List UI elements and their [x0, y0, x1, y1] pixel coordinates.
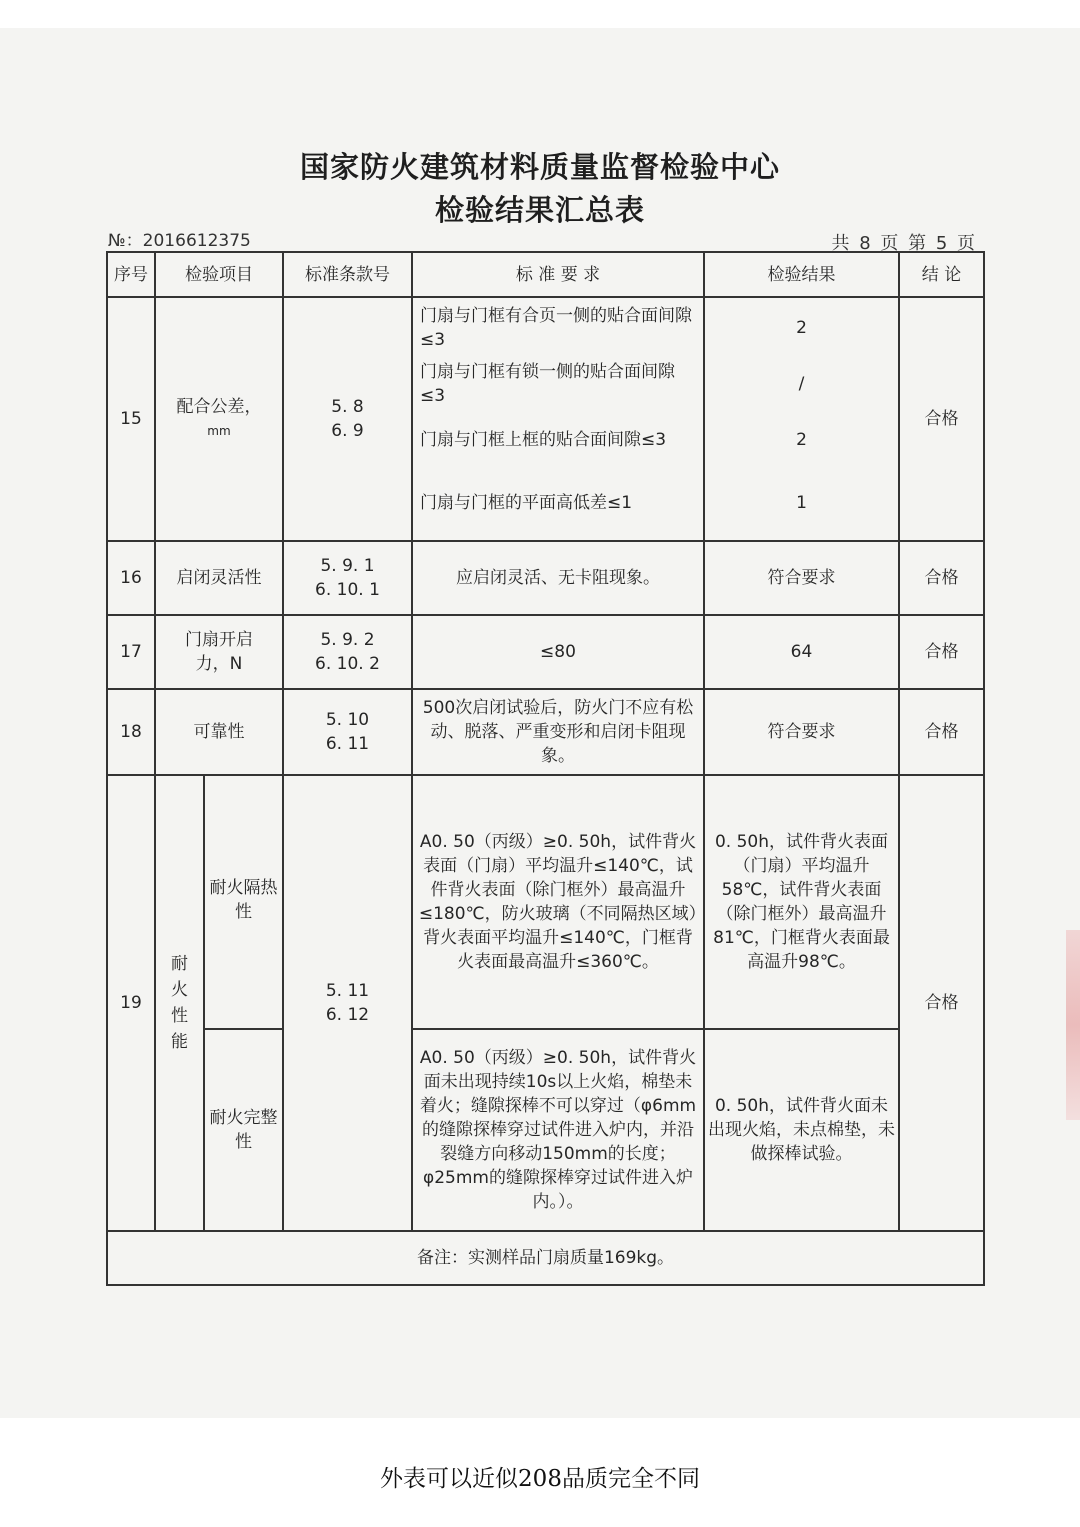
row19-req-integrity: A0. 50（丙级）≥0. 50h，试件背火面未出现持续10s以上火焰，棉垫未着火；缝隙探棒不可以穿过（φ6mm的缝隙探棒穿过试件进入炉内，并沿裂缝方向移动150mm的长度；φ25mm的缝隙探棒穿过试件进入炉内。）。 — [412, 1029, 704, 1231]
row16-clause-2: 6. 10. 1 — [315, 580, 380, 600]
row17-item — [155, 615, 283, 689]
row16-clause-1: 5. 9. 1 — [320, 556, 375, 576]
row15-res-1: 2 — [796, 318, 807, 338]
row19-res-integrity: 0. 50h，试件背火面未出现火焰，未点棉垫，未做探棒试验。 — [704, 1029, 899, 1231]
row18-conclusion: 合格 — [899, 689, 984, 775]
header-item: 检验项目 — [155, 252, 283, 297]
row15-results — [704, 297, 899, 541]
row17-item-line-2: 力，N — [195, 654, 243, 674]
row17-clause-2: 6. 10. 2 — [315, 654, 380, 674]
row17-item-line-1: 门扇开启 — [185, 630, 253, 650]
edge-stamp-fragment — [1066, 930, 1080, 1120]
row15-clause-2: 6. 9 — [331, 421, 364, 441]
row18-seq: 18 — [107, 689, 155, 775]
row16-requirement: 应启闭灵活、无卡阻现象。 — [412, 541, 704, 615]
row15-item-unit: mm — [207, 424, 231, 438]
table-row-15 — [107, 297, 984, 541]
row17-result: 64 — [704, 615, 899, 689]
row15-requirements — [412, 297, 704, 541]
row19-req-insulation: A0. 50（丙级）≥0. 50h，试件背火表面（门扇）平均温升≤140℃，试件背火表面（除门框外）最高温升≤180℃，防火玻璃（不同隔热区域）背火表面平均温升≤140℃，门框背火表面最高温升≤360℃。 — [412, 775, 704, 1029]
header-result: 检验结果 — [704, 252, 899, 297]
table-note-row — [107, 1231, 984, 1285]
row15-item-name: 配合公差， — [176, 397, 262, 417]
row17-conclusion: 合格 — [899, 615, 984, 689]
row19-clause-1: 5. 11 — [325, 981, 370, 1001]
row17-clause-1: 5. 9. 2 — [320, 630, 375, 650]
document-title-org: 国家防火建筑材料质量监督检验中心 — [299, 150, 780, 184]
table-row-16 — [107, 541, 984, 615]
row15-req-4: 门扇与门框的平面高低差≤1 — [420, 493, 633, 513]
row19-seq: 19 — [107, 775, 155, 1231]
table-row-19-insulation — [107, 775, 984, 1029]
header-clause: 标准条款号 — [283, 252, 412, 297]
row19-group-label: 耐火性能 — [171, 954, 188, 1052]
row15-req-3: 门扇与门框上框的贴合面间隙≤3 — [420, 430, 667, 450]
row15-req-2: 门扇与门框有锁一侧的贴合面间隙≤3 — [420, 362, 675, 406]
row19-conclusion: 合格 — [899, 775, 984, 1231]
row15-clause-1: 5. 8 — [331, 397, 364, 417]
row16-clause — [283, 541, 412, 615]
row16-result: 符合要求 — [704, 541, 899, 615]
header-requirement: 标 准 要 求 — [412, 252, 704, 297]
row19-res-insulation: 0. 50h，试件背火表面（门扇）平均温升58℃，试件背火表面（除门框外）最高温升81℃，门框背火表面最高温升98℃。 — [704, 775, 899, 1029]
row18-item: 可靠性 — [155, 689, 283, 775]
row17-requirement: ≤80 — [412, 615, 704, 689]
row19-clause-2: 6. 12 — [325, 1005, 370, 1025]
row15-res-3: 2 — [796, 430, 807, 450]
row18-clause-2: 6. 11 — [325, 734, 370, 754]
row19-clause — [283, 775, 412, 1231]
table-row-17 — [107, 615, 984, 689]
row15-item — [155, 297, 283, 541]
document-title-table: 检验结果汇总表 — [434, 193, 645, 227]
row18-clause-1: 5. 10 — [325, 710, 370, 730]
row15-res-4: 1 — [796, 493, 807, 513]
row17-seq: 17 — [107, 615, 155, 689]
row15-req-1: 门扇与门框有合页一侧的贴合面间隙≤3 — [420, 306, 692, 350]
row19-sub-insulation: 耐火隔热性 — [204, 775, 283, 1029]
row15-conclusion: 合格 — [899, 297, 984, 541]
row15-res-2: / — [798, 374, 805, 394]
row16-seq: 16 — [107, 541, 155, 615]
table-note: 备注：实测样品门扇质量169kg。 — [107, 1231, 984, 1285]
page-indicator: 共 8 页 第 5 页 — [831, 233, 977, 254]
image-caption: 外表可以近似208品质完全不同 — [380, 1466, 700, 1492]
row19-group — [155, 775, 204, 1231]
row19-sub-integrity: 耐火完整性 — [204, 1029, 283, 1231]
table-row-18 — [107, 689, 984, 775]
table-row-19-integrity — [107, 1029, 984, 1231]
row15-seq: 15 — [107, 297, 155, 541]
document-number: №：2016612375 — [108, 231, 251, 251]
row16-item: 启闭灵活性 — [155, 541, 283, 615]
row16-conclusion: 合格 — [899, 541, 984, 615]
results-table — [106, 251, 985, 1286]
header-conclusion: 结 论 — [899, 252, 984, 297]
row15-clause — [283, 297, 412, 541]
row18-result: 符合要求 — [704, 689, 899, 775]
row18-requirement: 500次启闭试验后，防火门不应有松动、脱落、严重变形和启闭卡阻现象。 — [412, 689, 704, 775]
row18-clause — [283, 689, 412, 775]
row17-clause — [283, 615, 412, 689]
header-seq: 序号 — [107, 252, 155, 297]
table-header-row — [107, 252, 984, 297]
